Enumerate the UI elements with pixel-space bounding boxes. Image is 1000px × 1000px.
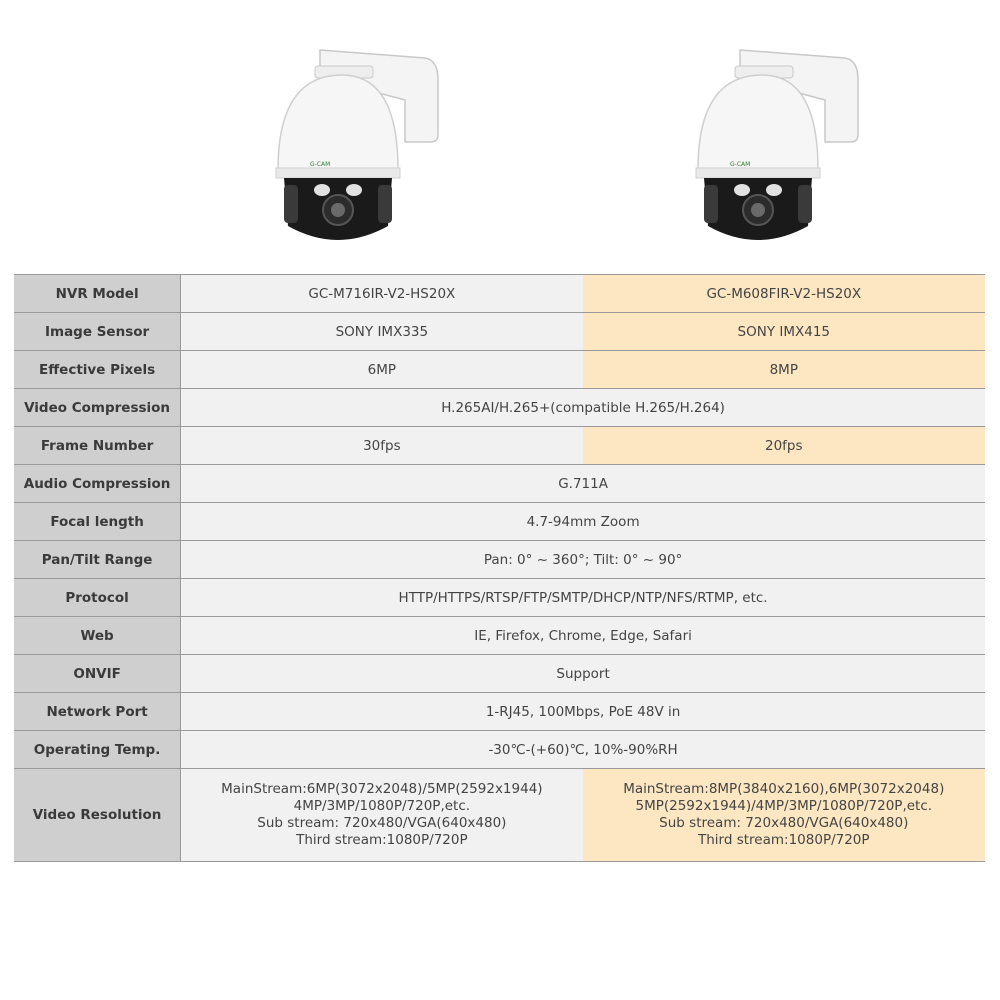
value-cell-shared: IE, Firefox, Chrome, Edge, Safari — [181, 617, 985, 655]
camera-image-left — [270, 40, 450, 255]
value-cell-shared: 1-RJ45, 100Mbps, PoE 48V in — [181, 693, 985, 731]
value-cell-b: 20fps — [583, 427, 985, 465]
value-cell-a: 30fps — [181, 427, 583, 465]
value-cell-a: SONY IMX335 — [181, 313, 583, 351]
table-row — [14, 731, 985, 769]
value-cell-shared: Pan: 0° ~ 360°; Tilt: 0° ~ 90° — [181, 541, 985, 579]
table-row — [14, 351, 985, 389]
table-row — [14, 617, 985, 655]
table-row — [14, 313, 985, 351]
resolution-line: Sub stream: 720x480/VGA(640x480) — [257, 815, 507, 831]
value-cell-a: 6MP — [181, 351, 583, 389]
spec-comparison-table — [14, 274, 985, 862]
value-cell-shared: H.265AI/H.265+(compatible H.265/H.264) — [181, 389, 985, 427]
row-label: Video Resolution — [14, 769, 181, 862]
row-label: Pan/Tilt Range — [14, 541, 181, 579]
table-row — [14, 427, 985, 465]
row-label: Image Sensor — [14, 313, 181, 351]
row-label: Web — [14, 617, 181, 655]
camera-image-right — [690, 40, 870, 255]
table-row — [14, 579, 985, 617]
row-label: NVR Model — [14, 275, 181, 313]
resolution-line: 4MP/3MP/1080P/720P,etc. — [293, 798, 471, 814]
value-cell-b: 8MP — [583, 351, 985, 389]
row-label: Operating Temp. — [14, 731, 181, 769]
resolution-line: Sub stream: 720x480/VGA(640x480) — [659, 815, 909, 831]
resolution-line: MainStream:8MP(3840x2160),6MP(3072x2048) — [623, 781, 945, 797]
row-label: Audio Compression — [14, 465, 181, 503]
ptz-camera-icon — [270, 40, 450, 255]
value-cell-b — [583, 769, 985, 862]
table-row — [14, 693, 985, 731]
resolution-line: MainStream:6MP(3072x2048)/5MP(2592x1944) — [221, 781, 543, 797]
value-cell-shared: 4.7-94mm Zoom — [181, 503, 985, 541]
row-label: Frame Number — [14, 427, 181, 465]
svg-text:G-CAM: G-CAM — [730, 161, 751, 168]
resolution-line: 5MP(2592x1944)/4MP/3MP/1080P/720P,etc. — [635, 798, 933, 814]
table-row — [14, 275, 985, 313]
value-cell-shared: -30℃-(+60)℃, 10%-90%RH — [181, 731, 985, 769]
row-label: Video Compression — [14, 389, 181, 427]
value-cell-a: GC-M716IR-V2-HS20X — [181, 275, 583, 313]
table-row — [14, 541, 985, 579]
row-label: Network Port — [14, 693, 181, 731]
row-label: Focal length — [14, 503, 181, 541]
ptz-camera-icon — [690, 40, 870, 255]
row-label: Protocol — [14, 579, 181, 617]
table-row — [14, 655, 985, 693]
value-cell-shared: G.711A — [181, 465, 985, 503]
value-cell-b: SONY IMX415 — [583, 313, 985, 351]
value-cell-a — [181, 769, 583, 862]
table-row — [14, 503, 985, 541]
row-label: ONVIF — [14, 655, 181, 693]
value-cell-shared: Support — [181, 655, 985, 693]
row-label: Effective Pixels — [14, 351, 181, 389]
value-cell-shared: HTTP/HTTPS/RTSP/FTP/SMTP/DHCP/NTP/NFS/RTMP, etc. — [181, 579, 985, 617]
table-row — [14, 389, 985, 427]
resolution-line: Third stream:1080P/720P — [296, 832, 468, 848]
table-row — [14, 465, 985, 503]
svg-text:G-CAM: G-CAM — [310, 161, 331, 168]
value-cell-b: GC-M608FIR-V2-HS20X — [583, 275, 985, 313]
table-row — [14, 769, 985, 862]
resolution-line: Third stream:1080P/720P — [698, 832, 870, 848]
